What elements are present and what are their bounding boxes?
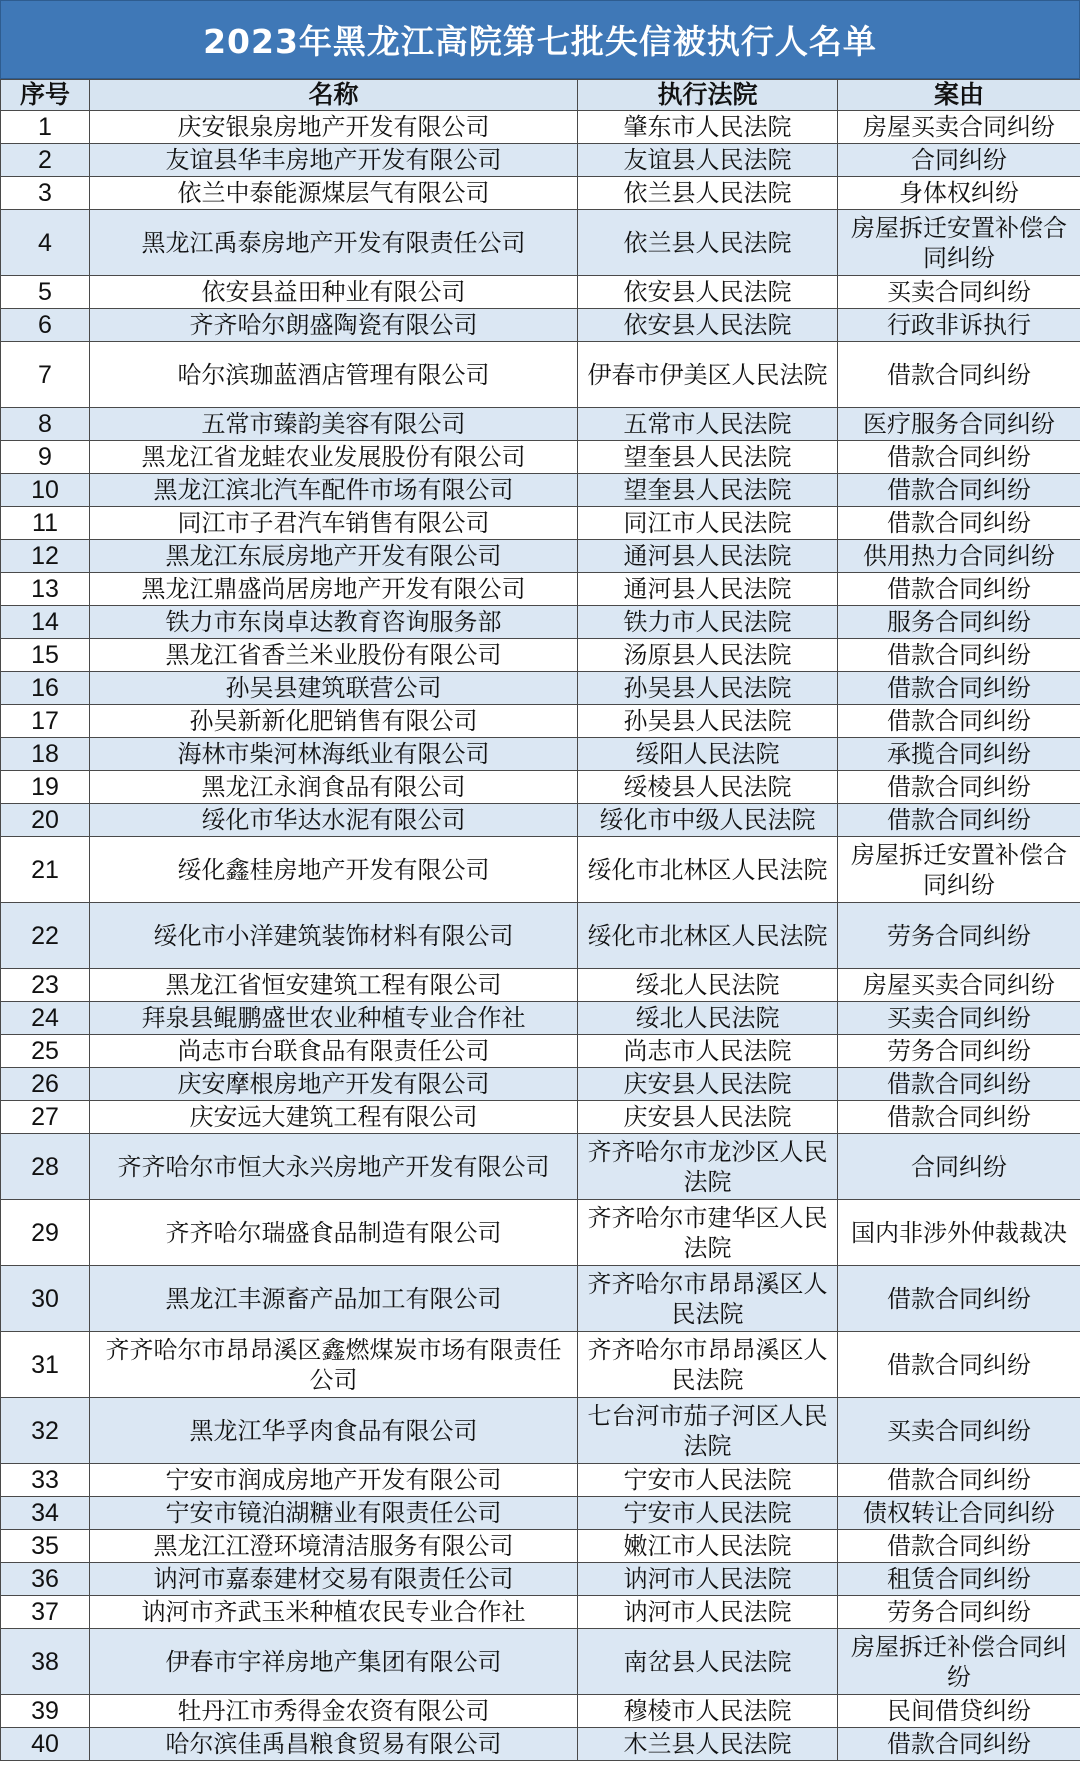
cell-name: 黑龙江省香兰米业股份有限公司 <box>90 639 578 672</box>
cell-court: 五常市人民法院 <box>578 408 838 441</box>
cell-no: 18 <box>1 738 90 771</box>
cell-name: 依兰中泰能源煤层气有限公司 <box>90 177 578 210</box>
cell-cause: 买卖合同纠纷 <box>838 1398 1080 1464</box>
cell-no: 26 <box>1 1068 90 1101</box>
table-row <box>1 144 1080 177</box>
cell-name: 伊春市宇祥房地产集团有限公司 <box>90 1629 578 1695</box>
cell-name: 齐齐哈尔市昂昂溪区鑫燃煤炭市场有限责任公司 <box>90 1332 578 1398</box>
cell-no: 16 <box>1 672 90 705</box>
cell-no: 21 <box>1 837 90 903</box>
cell-cause: 债权转让合同纠纷 <box>838 1497 1080 1530</box>
cell-court: 讷河市人民法院 <box>578 1563 838 1596</box>
cell-cause: 身体权纠纷 <box>838 177 1080 210</box>
cell-no: 13 <box>1 573 90 606</box>
table-row <box>1 1068 1080 1101</box>
cell-court: 嫩江市人民法院 <box>578 1530 838 1563</box>
cell-no: 39 <box>1 1695 90 1728</box>
cell-no: 7 <box>1 342 90 408</box>
page-title: 2023年黑龙江高院第七批失信被执行人名单 <box>0 0 1080 79</box>
table-row <box>1 1101 1080 1134</box>
cell-name: 牡丹江市秀得金农资有限公司 <box>90 1695 578 1728</box>
cell-court: 肇东市人民法院 <box>578 111 838 144</box>
table-row <box>1 1728 1080 1761</box>
cell-no: 11 <box>1 507 90 540</box>
cell-court: 友谊县人民法院 <box>578 144 838 177</box>
cell-cause: 借款合同纠纷 <box>838 705 1080 738</box>
table-row <box>1 210 1080 276</box>
table-row <box>1 441 1080 474</box>
cell-cause: 借款合同纠纷 <box>838 474 1080 507</box>
cell-name: 黑龙江鼎盛尚居房地产开发有限公司 <box>90 573 578 606</box>
cell-no: 37 <box>1 1596 90 1629</box>
cell-no: 34 <box>1 1497 90 1530</box>
cell-cause: 借款合同纠纷 <box>838 804 1080 837</box>
cell-no: 40 <box>1 1728 90 1761</box>
cell-court: 依兰县人民法院 <box>578 210 838 276</box>
cell-cause: 借款合同纠纷 <box>838 1728 1080 1761</box>
cell-cause: 买卖合同纠纷 <box>838 276 1080 309</box>
cell-cause: 借款合同纠纷 <box>838 342 1080 408</box>
cell-no: 9 <box>1 441 90 474</box>
table-row <box>1 1596 1080 1629</box>
table-row <box>1 903 1080 969</box>
cell-court: 绥化市北林区人民法院 <box>578 903 838 969</box>
cell-court: 绥化市北林区人民法院 <box>578 837 838 903</box>
cell-name: 黑龙江滨北汽车配件市场有限公司 <box>90 474 578 507</box>
table-row <box>1 573 1080 606</box>
cell-court: 同江市人民法院 <box>578 507 838 540</box>
cell-name: 黑龙江永润食品有限公司 <box>90 771 578 804</box>
cell-no: 20 <box>1 804 90 837</box>
table-row <box>1 837 1080 903</box>
table-row <box>1 1497 1080 1530</box>
table-row <box>1 1332 1080 1398</box>
table-row <box>1 1200 1080 1266</box>
table-row <box>1 705 1080 738</box>
cell-name: 黑龙江江澄环境清洁服务有限公司 <box>90 1530 578 1563</box>
cell-cause: 借款合同纠纷 <box>838 1266 1080 1332</box>
cell-name: 黑龙江省恒安建筑工程有限公司 <box>90 969 578 1002</box>
cell-no: 28 <box>1 1134 90 1200</box>
cell-court: 依兰县人民法院 <box>578 177 838 210</box>
header-no: 序号 <box>1 80 90 111</box>
cell-court: 望奎县人民法院 <box>578 441 838 474</box>
cell-cause: 借款合同纠纷 <box>838 1530 1080 1563</box>
cell-court: 宁安市人民法院 <box>578 1497 838 1530</box>
cell-name: 黑龙江华孚肉食品有限公司 <box>90 1398 578 1464</box>
cell-name: 海林市柴河林海纸业有限公司 <box>90 738 578 771</box>
table-row <box>1 1266 1080 1332</box>
cell-cause: 合同纠纷 <box>838 1134 1080 1200</box>
cell-no: 1 <box>1 111 90 144</box>
table-row <box>1 1530 1080 1563</box>
cell-court: 通河县人民法院 <box>578 573 838 606</box>
cell-cause: 行政非诉执行 <box>838 309 1080 342</box>
table-body <box>1 111 1080 1761</box>
cell-court: 齐齐哈尔市建华区人民法院 <box>578 1200 838 1266</box>
table-row <box>1 639 1080 672</box>
cell-cause: 房屋拆迁安置补偿合同纠纷 <box>838 210 1080 276</box>
cell-no: 29 <box>1 1200 90 1266</box>
cell-cause: 借款合同纠纷 <box>838 507 1080 540</box>
cell-name: 庆安摩根房地产开发有限公司 <box>90 1068 578 1101</box>
cell-cause: 合同纠纷 <box>838 144 1080 177</box>
cell-cause: 房屋拆迁补偿合同纠纷 <box>838 1629 1080 1695</box>
cell-court: 绥北人民法院 <box>578 1002 838 1035</box>
table-row <box>1 606 1080 639</box>
cell-court: 绥棱县人民法院 <box>578 771 838 804</box>
table-row <box>1 1002 1080 1035</box>
cell-court: 铁力市人民法院 <box>578 606 838 639</box>
table-row <box>1 309 1080 342</box>
table-row <box>1 969 1080 1002</box>
cell-cause: 借款合同纠纷 <box>838 1464 1080 1497</box>
cell-name: 黑龙江丰源畜产品加工有限公司 <box>90 1266 578 1332</box>
cell-name: 齐齐哈尔市恒大永兴房地产开发有限公司 <box>90 1134 578 1200</box>
cell-name: 宁安市镜泊湖糖业有限责任公司 <box>90 1497 578 1530</box>
table-row <box>1 738 1080 771</box>
cell-no: 33 <box>1 1464 90 1497</box>
cell-court: 齐齐哈尔市昂昂溪区人民法院 <box>578 1332 838 1398</box>
cell-cause: 借款合同纠纷 <box>838 573 1080 606</box>
cell-no: 30 <box>1 1266 90 1332</box>
cell-no: 5 <box>1 276 90 309</box>
cell-name: 同江市子君汽车销售有限公司 <box>90 507 578 540</box>
cell-court: 庆安县人民法院 <box>578 1068 838 1101</box>
cell-court: 依安县人民法院 <box>578 276 838 309</box>
cell-no: 22 <box>1 903 90 969</box>
cell-cause: 承揽合同纠纷 <box>838 738 1080 771</box>
cell-cause: 医疗服务合同纠纷 <box>838 408 1080 441</box>
cell-cause: 供用热力合同纠纷 <box>838 540 1080 573</box>
table-row <box>1 1629 1080 1695</box>
cell-name: 黑龙江东辰房地产开发有限公司 <box>90 540 578 573</box>
cell-name: 庆安银泉房地产开发有限公司 <box>90 111 578 144</box>
cell-cause: 借款合同纠纷 <box>838 639 1080 672</box>
cell-no: 10 <box>1 474 90 507</box>
header-court: 执行法院 <box>578 80 838 111</box>
cell-cause: 借款合同纠纷 <box>838 672 1080 705</box>
cell-name: 拜泉县鲲鹏盛世农业种植专业合作社 <box>90 1002 578 1035</box>
cell-cause: 房屋买卖合同纠纷 <box>838 969 1080 1002</box>
defaulter-table <box>0 79 1080 1761</box>
cell-name: 齐齐哈尔朗盛陶瓷有限公司 <box>90 309 578 342</box>
cell-no: 4 <box>1 210 90 276</box>
cell-name: 哈尔滨佳禹昌粮食贸易有限公司 <box>90 1728 578 1761</box>
cell-name: 绥化市华达水泥有限公司 <box>90 804 578 837</box>
cell-no: 12 <box>1 540 90 573</box>
cell-court: 绥阳人民法院 <box>578 738 838 771</box>
table-row <box>1 507 1080 540</box>
table-row <box>1 672 1080 705</box>
cell-court: 南岔县人民法院 <box>578 1629 838 1695</box>
cell-court: 依安县人民法院 <box>578 309 838 342</box>
cell-name: 讷河市嘉泰建材交易有限责任公司 <box>90 1563 578 1596</box>
cell-no: 25 <box>1 1035 90 1068</box>
cell-court: 孙吴县人民法院 <box>578 672 838 705</box>
header-name: 名称 <box>90 80 578 111</box>
cell-cause: 借款合同纠纷 <box>838 441 1080 474</box>
cell-cause: 服务合同纠纷 <box>838 606 1080 639</box>
cell-cause: 劳务合同纠纷 <box>838 1596 1080 1629</box>
cell-no: 3 <box>1 177 90 210</box>
cell-no: 2 <box>1 144 90 177</box>
cell-no: 36 <box>1 1563 90 1596</box>
table-row <box>1 1134 1080 1200</box>
table-header-row <box>1 80 1080 111</box>
table-row <box>1 177 1080 210</box>
cell-no: 17 <box>1 705 90 738</box>
cell-no: 38 <box>1 1629 90 1695</box>
header-cause: 案由 <box>838 80 1080 111</box>
cell-no: 6 <box>1 309 90 342</box>
cell-no: 32 <box>1 1398 90 1464</box>
table-row <box>1 474 1080 507</box>
table-row <box>1 1464 1080 1497</box>
cell-cause: 借款合同纠纷 <box>838 1101 1080 1134</box>
cell-name: 铁力市东岗卓达教育咨询服务部 <box>90 606 578 639</box>
cell-name: 五常市臻韵美容有限公司 <box>90 408 578 441</box>
cell-court: 讷河市人民法院 <box>578 1596 838 1629</box>
cell-name: 黑龙江禹泰房地产开发有限责任公司 <box>90 210 578 276</box>
cell-court: 望奎县人民法院 <box>578 474 838 507</box>
cell-court: 宁安市人民法院 <box>578 1464 838 1497</box>
cell-name: 宁安市润成房地产开发有限公司 <box>90 1464 578 1497</box>
cell-court: 尚志市人民法院 <box>578 1035 838 1068</box>
cell-no: 27 <box>1 1101 90 1134</box>
cell-court: 汤原县人民法院 <box>578 639 838 672</box>
cell-no: 23 <box>1 969 90 1002</box>
cell-no: 14 <box>1 606 90 639</box>
cell-cause: 民间借贷纠纷 <box>838 1695 1080 1728</box>
cell-court: 通河县人民法院 <box>578 540 838 573</box>
cell-court: 绥北人民法院 <box>578 969 838 1002</box>
cell-name: 绥化鑫桂房地产开发有限公司 <box>90 837 578 903</box>
table-row <box>1 276 1080 309</box>
cell-court: 伊春市伊美区人民法院 <box>578 342 838 408</box>
cell-no: 8 <box>1 408 90 441</box>
cell-name: 孙吴县建筑联营公司 <box>90 672 578 705</box>
table-row <box>1 111 1080 144</box>
cell-court: 庆安县人民法院 <box>578 1101 838 1134</box>
cell-no: 15 <box>1 639 90 672</box>
cell-court: 木兰县人民法院 <box>578 1728 838 1761</box>
cell-cause: 劳务合同纠纷 <box>838 903 1080 969</box>
cell-name: 齐齐哈尔瑞盛食品制造有限公司 <box>90 1200 578 1266</box>
cell-cause: 劳务合同纠纷 <box>838 1035 1080 1068</box>
cell-name: 孙吴新新化肥销售有限公司 <box>90 705 578 738</box>
cell-no: 19 <box>1 771 90 804</box>
cell-court: 穆棱市人民法院 <box>578 1695 838 1728</box>
cell-court: 齐齐哈尔市昂昂溪区人民法院 <box>578 1266 838 1332</box>
cell-cause: 房屋拆迁安置补偿合同纠纷 <box>838 837 1080 903</box>
cell-no: 35 <box>1 1530 90 1563</box>
cell-cause: 借款合同纠纷 <box>838 1332 1080 1398</box>
cell-name: 黑龙江省龙蛙农业发展股份有限公司 <box>90 441 578 474</box>
table-row <box>1 1035 1080 1068</box>
cell-name: 庆安远大建筑工程有限公司 <box>90 1101 578 1134</box>
cell-cause: 房屋买卖合同纠纷 <box>838 111 1080 144</box>
table-row <box>1 804 1080 837</box>
table-row <box>1 771 1080 804</box>
cell-name: 尚志市台联食品有限责任公司 <box>90 1035 578 1068</box>
cell-court: 齐齐哈尔市龙沙区人民法院 <box>578 1134 838 1200</box>
cell-court: 孙吴县人民法院 <box>578 705 838 738</box>
cell-no: 31 <box>1 1332 90 1398</box>
cell-name: 讷河市齐武玉米种植农民专业合作社 <box>90 1596 578 1629</box>
cell-cause: 借款合同纠纷 <box>838 1068 1080 1101</box>
cell-cause: 国内非涉外仲裁裁决 <box>838 1200 1080 1266</box>
cell-name: 依安县益田种业有限公司 <box>90 276 578 309</box>
cell-name: 绥化市小洋建筑装饰材料有限公司 <box>90 903 578 969</box>
table-row <box>1 1563 1080 1596</box>
table-row <box>1 408 1080 441</box>
table-row <box>1 342 1080 408</box>
cell-cause: 租赁合同纠纷 <box>838 1563 1080 1596</box>
table-row <box>1 1695 1080 1728</box>
cell-name: 哈尔滨珈蓝酒店管理有限公司 <box>90 342 578 408</box>
cell-court: 绥化市中级人民法院 <box>578 804 838 837</box>
cell-court: 七台河市茄子河区人民法院 <box>578 1398 838 1464</box>
table-row <box>1 540 1080 573</box>
table-row <box>1 1398 1080 1464</box>
cell-cause: 买卖合同纠纷 <box>838 1002 1080 1035</box>
cell-name: 友谊县华丰房地产开发有限公司 <box>90 144 578 177</box>
cell-cause: 借款合同纠纷 <box>838 771 1080 804</box>
cell-no: 24 <box>1 1002 90 1035</box>
